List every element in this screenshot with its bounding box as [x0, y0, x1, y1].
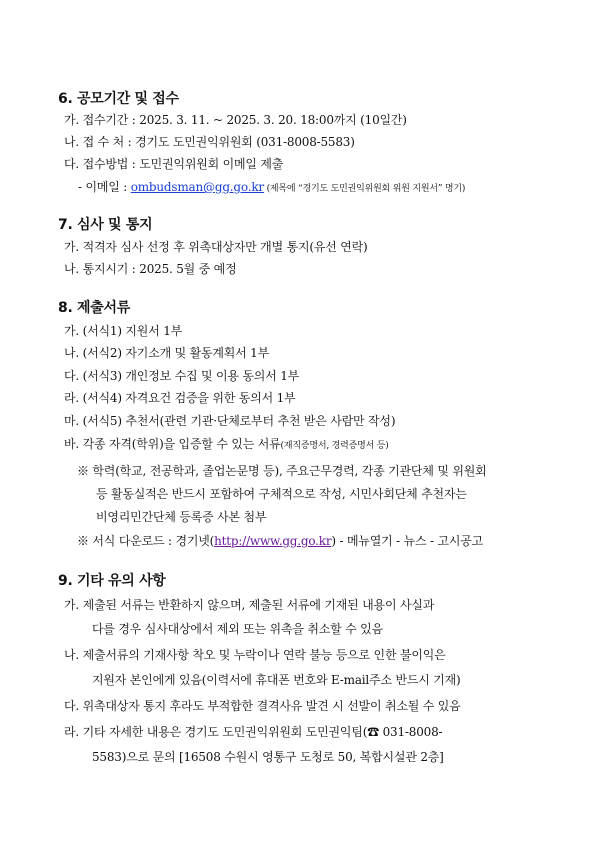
section-9-line7: 5583)으로 문의 [16508 수원시 영통구 도청로 50, 복합시설관 2층] [92, 750, 444, 764]
section-7-title: 7. 심사 및 통지 [58, 217, 153, 233]
section-7-item-na: 나. 통지시기 : 2025. 5월 중 예정 [64, 262, 237, 276]
section-6-item-na: 나. 접 수 처 : 경기도 도민권익위원회 (031-8008-5583) [64, 135, 355, 149]
section-9-line1: 가. 제출된 서류는 반환하지 않으며, 제출된 서류에 기재된 내용이 사실과 [64, 598, 435, 612]
email-prefix: - 이메일 : [78, 180, 131, 194]
section-8-item-ga: 가. (서식1) 지원서 1부 [64, 324, 183, 338]
section-8-item-da: 다. (서식3) 개인정보 수집 및 이용 동의서 1부 [64, 369, 300, 383]
section-6-email-line [78, 178, 465, 195]
note2-suffix: ) - 메뉴열기 - 뉴스 - 고시공고 [331, 534, 484, 548]
item-ba-note: (재직증명서, 경력증명서 등) [280, 441, 389, 451]
section-6-item-da: 다. 접수방법 : 도민권익위원회 이메일 제출 [64, 157, 284, 171]
section-6-item-ga: 가. 접수기간 : 2025. 3. 11. ~ 2025. 3. 20. 18:00까지 (10일간) [64, 113, 407, 127]
email-link[interactable]: ombudsman@gg.go.kr [130, 180, 264, 194]
section-8-note1-line2: 등 활동실적은 반드시 포함하여 구체적으로 작성, 시민사회단체 추천자는 [96, 487, 467, 501]
section-8-item-ra: 라. (서식4) 자격요건 검증을 위한 동의서 1부 [64, 391, 296, 405]
section-8-note2 [77, 532, 483, 549]
section-8-note1-line3: 비영리민간단체 등록증 사본 첨부 [96, 510, 267, 524]
section-8-note1-line1: ※ 학력(학교, 전공학과, 졸업논문명 등), 주요근무경력, 각종 기관단체 및 위원회 [77, 464, 487, 478]
section-6-title: 6. 공모기간 및 접수 [58, 91, 179, 107]
section-9-line4: 지원자 본인에게 있음(이력서에 휴대폰 번호와 E-mail주소 반드시 기재) [92, 673, 461, 687]
section-8-item-ma: 마. (서식5) 추천서(관련 기관·단체로부터 추천 받은 사람만 작성) [64, 414, 396, 428]
note2-prefix: ※ 서식 다운로드 : 경기넷( [77, 534, 215, 548]
section-8-item-na: 나. (서식2) 자기소개 및 활동계획서 1부 [64, 346, 270, 360]
section-9-title: 9. 기타 유의 사항 [58, 573, 166, 589]
section-8-title: 8. 제출서류 [58, 300, 130, 316]
section-9-line2: 다를 경우 심사대상에서 제외 또는 위촉을 취소할 수 있음 [92, 622, 383, 636]
section-7-item-ga: 가. 적격자 심사 선정 후 위촉대상자만 개별 통지(유선 연락) [64, 240, 368, 254]
section-9-line5: 다. 위촉대상자 통지 후라도 부적합한 결격사유 발견 시 선발이 취소될 수 있음 [64, 699, 461, 713]
email-note: (제목에 “경기도 도민권익위원회 위원 지원서” 명기) [263, 184, 466, 194]
item-ba-main: 바. 각종 자격(학위)을 입증할 수 있는 서류 [64, 437, 281, 451]
section-9-line6: 라. 기타 자세한 내용은 경기도 도민권익위원회 도민권익팀(☎ 031-8008- [64, 725, 443, 739]
section-8-item-ba [64, 435, 389, 452]
download-link[interactable]: http://www.gg.go.kr [214, 534, 332, 548]
section-9-line3: 나. 제출서류의 기재사항 착오 및 누락이나 연락 불능 등으로 인한 불이익은 [64, 648, 446, 662]
